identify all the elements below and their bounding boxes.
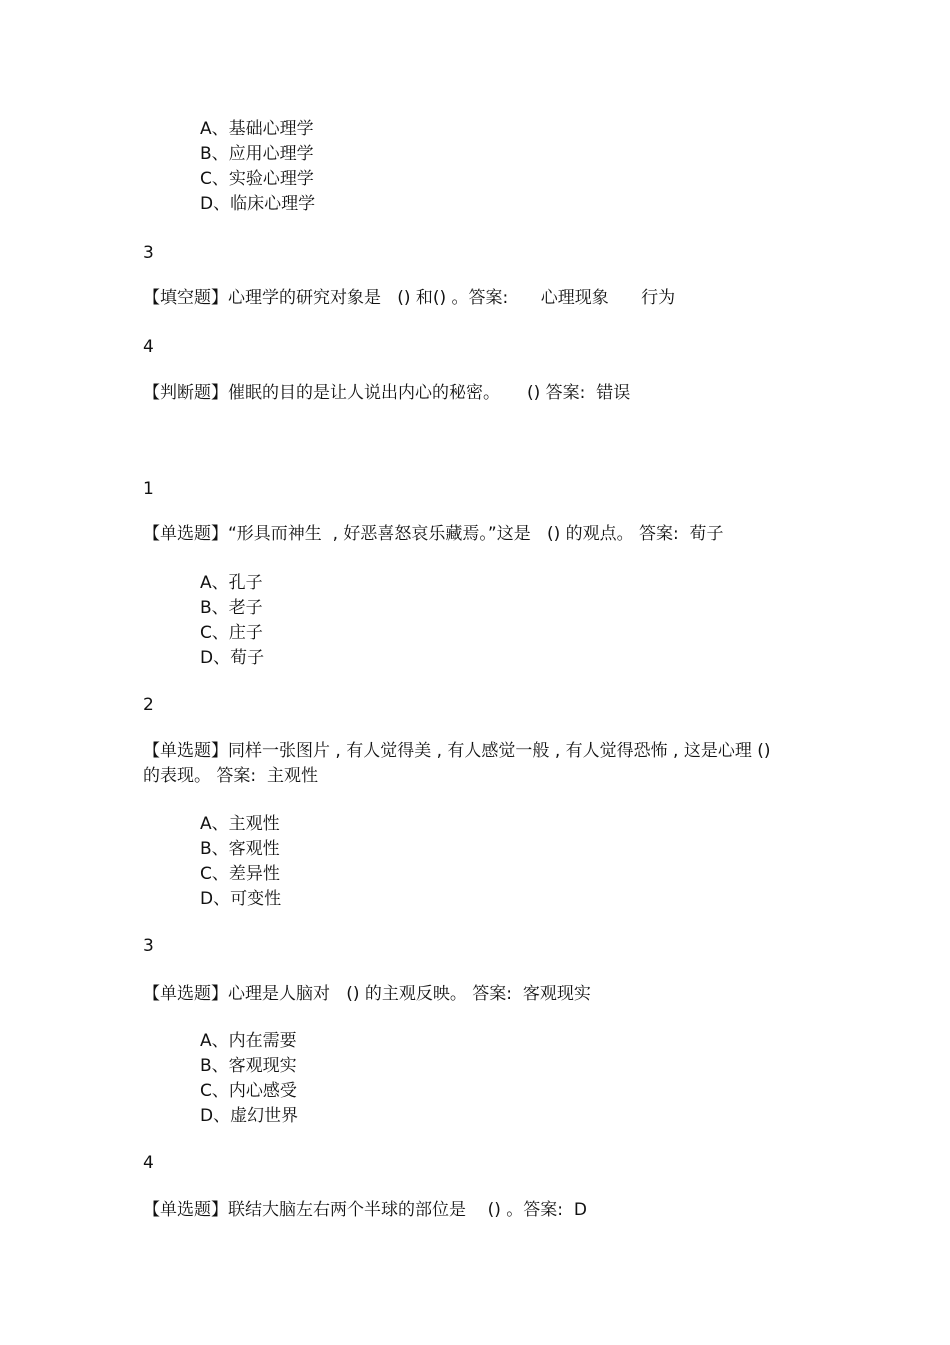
question-text: 【单选题】同样一张图片 , 有人觉得美 , 有人感觉一般 , 有人觉得恐怖 , 这是心理 ()	[143, 741, 771, 761]
question-number: 3	[143, 936, 154, 956]
answer-option: A、主观性	[200, 814, 280, 834]
question-number: 2	[143, 695, 154, 715]
answer-option: A、内在需要	[200, 1031, 297, 1051]
answer-option: B、应用心理学	[200, 144, 314, 164]
question-text: 【填空题】心理学的研究对象是 () 和() 。答案: 心理现象 行为	[143, 288, 676, 308]
answer-option: D、荀子	[200, 648, 265, 668]
answer-option: A、孔子	[200, 573, 263, 593]
answer-option: D、可变性	[200, 889, 282, 909]
question-text: 【单选题】“形具而神生 , 好恶喜怒哀乐藏焉。”这是 () 的观点。 答案: 荀子	[143, 524, 724, 544]
question-number: 4	[143, 1153, 154, 1173]
answer-option: B、老子	[200, 598, 263, 618]
answer-option: C、实验心理学	[200, 169, 314, 189]
question-text: 【单选题】心理是人脑对 () 的主观反映。 答案: 客观现实	[143, 984, 591, 1004]
question-number: 1	[143, 479, 154, 499]
question-text: 【判断题】催眠的目的是让人说出内心的秘密。 () 答案: 错误	[143, 383, 631, 403]
answer-option: D、虚幻世界	[200, 1106, 299, 1126]
answer-option: B、客观现实	[200, 1056, 297, 1076]
question-number: 4	[143, 337, 154, 357]
answer-option: C、差异性	[200, 864, 280, 884]
question-text: 【单选题】联结大脑左右两个半球的部位是 () 。答案: D	[143, 1200, 587, 1220]
question-number: 3	[143, 243, 154, 263]
answer-option: A、基础心理学	[200, 119, 314, 139]
answer-option: C、内心感受	[200, 1081, 297, 1101]
question-text: 的表现。 答案: 主观性	[143, 766, 318, 786]
answer-option: B、客观性	[200, 839, 280, 859]
answer-option: D、临床心理学	[200, 194, 316, 214]
answer-option: C、庄子	[200, 623, 263, 643]
